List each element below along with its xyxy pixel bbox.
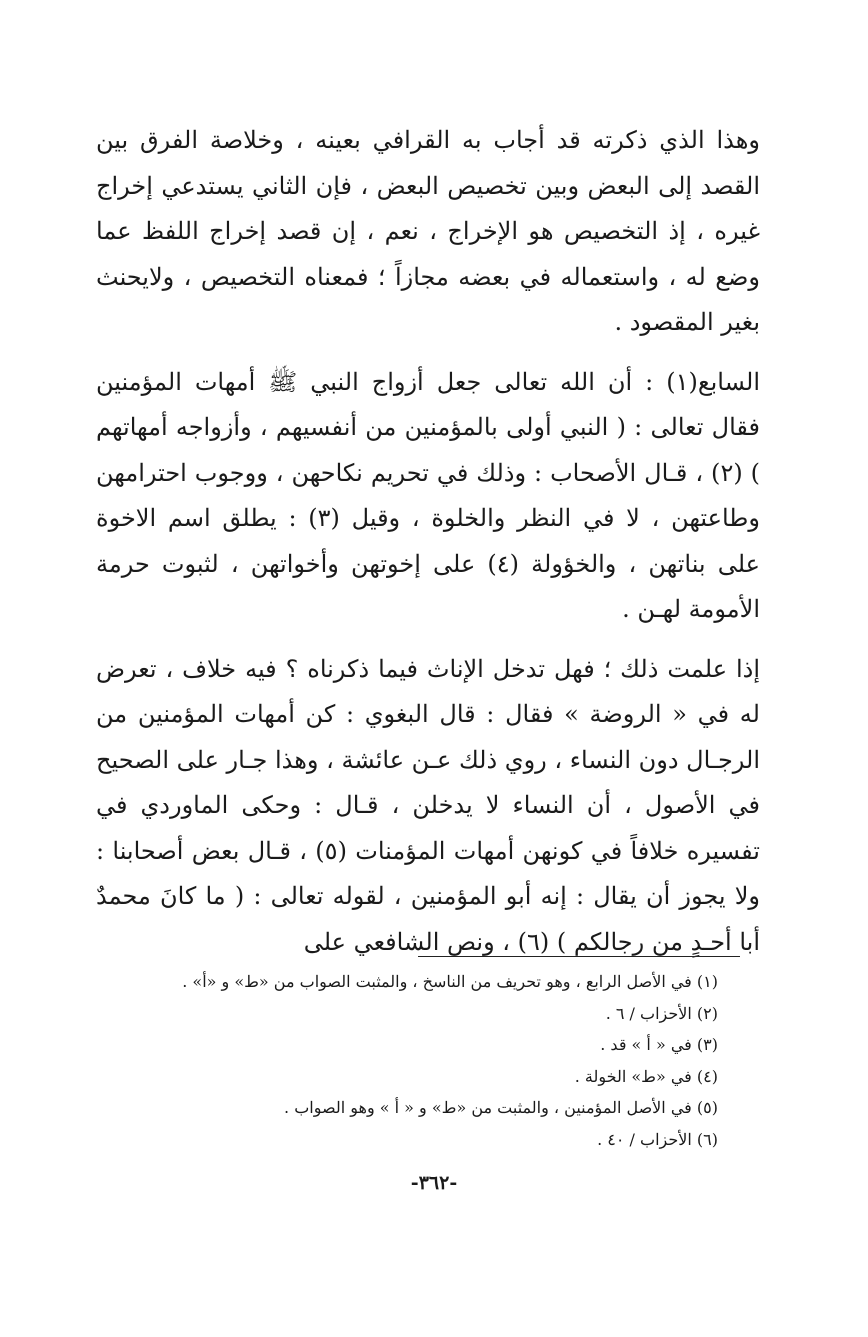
paragraph-spacer: [96, 346, 760, 360]
page-number: -٣٦٢-: [410, 1172, 458, 1194]
footnote: (٤) في «ط» الخولة .: [574, 1066, 718, 1086]
paragraph: وهذا الذي ذكرته قد أجاب به القرافي بعينه ، وخلاصة الفرق بين القصد إلى البعض وبين تخصيص البعض ، فإن الثاني يستدعي إخراج غيره ، إذ التخصيص هو الإخراج ، نعم ، إن قصد إخراج اللفظ عما وضع له ، واستعماله في بعضه مجازاً ؛ فمعناه التخصيص ، ولايحنث بغير المقصود .: [96, 126, 760, 336]
footnote: (٣) في « أ » قد .: [600, 1035, 718, 1054]
paragraph: إذا علمت ذلك ؛ فهل تدخل الإناث فيما ذكرناه ؟ فيه خلاف ، تعرض له في « الروضة » فقال : قال البغوي : كن أمهات المؤمنين من الرجـال دون النساء ، روي ذلك عـن عائشة ، وهذا جـار على الصحيح في الأصول ، أن النساء لا يدخلن ، قـال : وحكى الماوردي في تفسيره خلافاً في كونهن أمهات المؤمنات (٥) ، قـال بعض أصحابنا : ولا يجوز أن يقال : إنه أبو المؤمنين ، لقوله تعالى : ( ما كانَ محمدٌ أبا أحـدٍ من رجالكم ) (٦) ، ونص الشافعي على: [96, 654, 760, 956]
footnote: (٦) الأحزاب / ٤٠ .: [597, 1129, 718, 1149]
footnote: (٥) في الأصل المؤمنين ، والمثبت من «ط» و « أ » وهو الصواب .: [284, 1098, 718, 1117]
footnote: (٢) الأحزاب / ٦ .: [605, 1003, 718, 1023]
footnotes: [120, 966, 718, 1155]
footnote-divider: [418, 956, 740, 957]
footnote: (١) في الأصل الرابع ، وهو تحريف من الناسخ ، والمثبت الصواب من «ط» و «أ» .: [182, 972, 718, 991]
body-text: [96, 118, 760, 965]
paragraph-spacer: [96, 633, 760, 647]
paragraph: السابع(١) : أن الله تعالى جعل أزواج النبي ﷺ أمهات المؤمنين فقال تعالى : ( النبي أولى بالمؤمنين من أنفسيهم ، وأزواجه أمهاتهم ) (٢) ، قـال الأصحاب : وذلك في تحريم نكاحهن ، ووجوب احترامهن وطاعتهن ، لا في النظر والخلوة ، وقيل (٣) : يطلق اسم الاخوة على بناتهن ، والخؤولة (٤) على إخوتهن وأخواتهن ، لثبوت حرمة الأمومة لهـن .: [96, 367, 761, 623]
